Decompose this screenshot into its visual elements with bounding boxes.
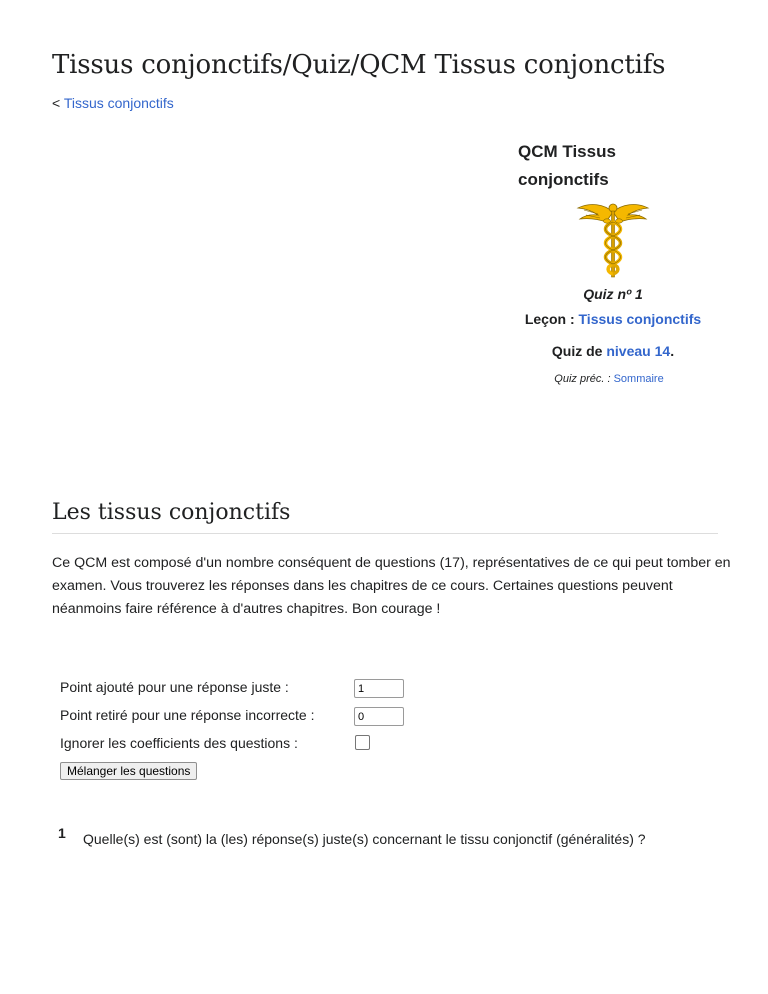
quiz-infobox: [508, 138, 718, 385]
lecon-link[interactable]: Tissus conjonctifs: [578, 311, 702, 327]
previous-quiz-link[interactable]: Sommaire: [613, 373, 664, 385]
breadcrumb: [52, 95, 174, 111]
caduceus-icon: [576, 198, 650, 280]
question-text: Quelle(s) est (sont) la (les) réponse(s) juste(s) concernant le tissu conjonctif (généralités) ?: [83, 831, 646, 847]
ignore-coeff-checkbox[interactable]: [355, 735, 370, 750]
shuffle-questions-button[interactable]: Mélanger les questions: [60, 762, 197, 780]
previous-quiz-line: [500, 373, 718, 385]
points-removed-label: Point retiré pour une réponse incorrecte :: [60, 707, 315, 723]
niveau-link[interactable]: niveau 14: [606, 343, 671, 359]
section-heading: Les tissus conjonctifs: [52, 500, 718, 534]
points-removed-input[interactable]: [354, 707, 404, 726]
lecon-line: [508, 311, 718, 327]
niveau-line: [508, 343, 718, 359]
infobox-title: QCM Tissus conjonctifs: [518, 142, 616, 189]
quiz-number: Quiz nº 1: [583, 286, 643, 302]
question-number: 1: [58, 825, 66, 841]
niveau-suffix: .: [670, 343, 675, 359]
breadcrumb-link-tissus-conjonctifs[interactable]: Tissus conjonctifs: [63, 95, 174, 111]
points-added-input[interactable]: [354, 679, 404, 698]
intro-paragraph: Ce QCM est composé d'un nombre conséquent de questions (17), représentatives de ce qui peut tomber en examen. Vous trouverez les réponses dans les chapitres de ce cours. Certaines questions peuvent néanmoins faire référence à d'autres chapitres. Bon courage !: [52, 555, 731, 617]
lecon-label: Leçon :: [524, 311, 575, 327]
points-added-label: Point ajouté pour une réponse juste :: [60, 679, 289, 695]
page-title: Tissus conjonctifs/Quiz/QCM Tissus conjonctifs: [52, 50, 666, 80]
previous-quiz-label: Quiz préc. :: [554, 373, 611, 385]
breadcrumb-arrow: <: [52, 95, 61, 111]
ignore-coeff-label: Ignorer les coefficients des questions :: [60, 735, 298, 751]
niveau-prefix: Quiz de: [551, 343, 603, 359]
